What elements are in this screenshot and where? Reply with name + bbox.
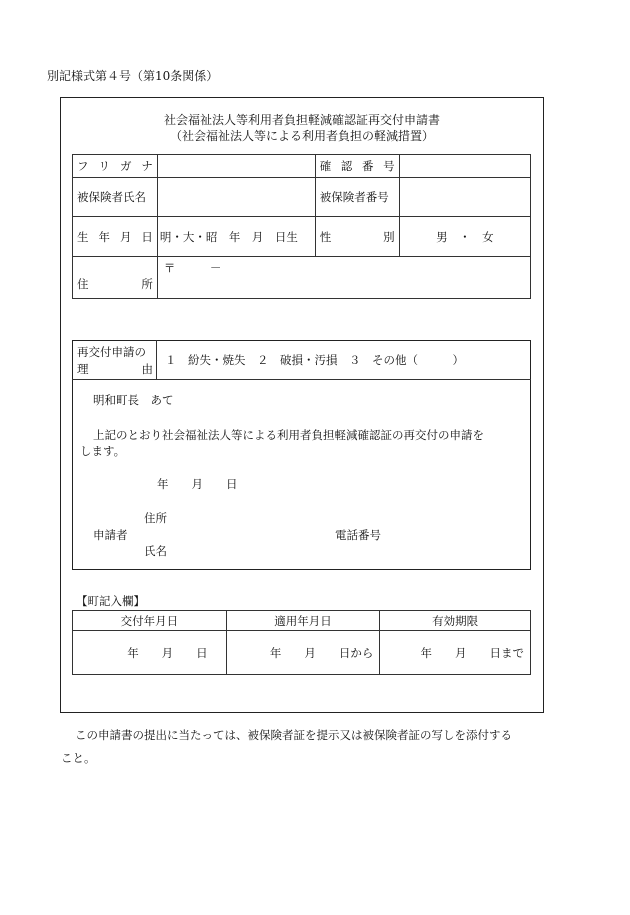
reason-label-2: 理 由: [77, 362, 153, 376]
insured-name-label: 被保険者氏名: [73, 178, 158, 217]
confirm-no-label: 確 認 番 号: [315, 155, 399, 178]
birthdate-label: 生 年 月 日: [73, 217, 158, 257]
insured-name-field[interactable]: [157, 178, 315, 217]
applicant-table: [72, 154, 531, 299]
issue-date-header: 交付年月日: [73, 611, 227, 631]
reason-divider: [72, 379, 531, 380]
footnote-line-1: この申請書の提出に当たっては、被保険者証を提示又は被保険者証の写しを添付する: [75, 728, 512, 742]
confirm-no-field[interactable]: [399, 155, 530, 178]
postal-code: 〒 －: [163, 261, 222, 275]
sex-label: 性 別: [315, 217, 399, 257]
statement-line-1: 上記のとおり社会福祉法人等による利用者負担軽減確認証の再交付の申請を: [93, 428, 484, 442]
reason-col-divider: [156, 340, 157, 379]
form-subtitle: （社会福祉法人等による利用者負担の軽減措置）: [169, 129, 434, 143]
insured-no-field[interactable]: [399, 178, 530, 217]
town-table: [72, 610, 531, 675]
town-section-title: 【町記入欄】: [76, 594, 145, 608]
furigana-field[interactable]: [157, 155, 315, 178]
apply-date-field[interactable]: 年 月 日から: [226, 631, 380, 675]
phone-label: 電話番号: [335, 528, 381, 542]
applicant-name-label: 氏名: [144, 544, 167, 558]
reason-options[interactable]: １ 紛失・焼失 ２ 破損・汚損 ３ その他（ ）: [165, 353, 464, 367]
issue-date-field[interactable]: 年 月 日: [73, 631, 227, 675]
statement-line-2: します。: [80, 444, 126, 458]
insured-no-label: 被保険者番号: [315, 178, 399, 217]
application-date[interactable]: 年 月 日: [157, 477, 238, 491]
address-label: 住 所: [73, 257, 158, 299]
applicant-address-label: 住所: [144, 511, 167, 525]
expiry-field[interactable]: 年 月 日まで: [380, 631, 531, 675]
apply-date-header: 適用年月日: [226, 611, 380, 631]
form-title: 社会福祉法人等利用者負担軽減確認証再交付申請書: [163, 113, 440, 127]
birthdate-field[interactable]: 明・大・昭 年 月 日生: [157, 217, 315, 257]
addressee: 明和町長 あて: [93, 393, 174, 407]
address-field[interactable]: [157, 257, 530, 299]
expiry-header: 有効期限: [380, 611, 531, 631]
furigana-label: フ リ ガ ナ: [73, 155, 158, 178]
sex-field[interactable]: 男 ・ 女: [399, 217, 530, 257]
footnote-line-2: こと。: [61, 751, 96, 765]
form-reference: 別記様式第４号（第10条関係）: [47, 69, 219, 83]
reason-label: 再交付申請の: [77, 345, 146, 359]
applicant-label: 申請者: [93, 528, 128, 542]
